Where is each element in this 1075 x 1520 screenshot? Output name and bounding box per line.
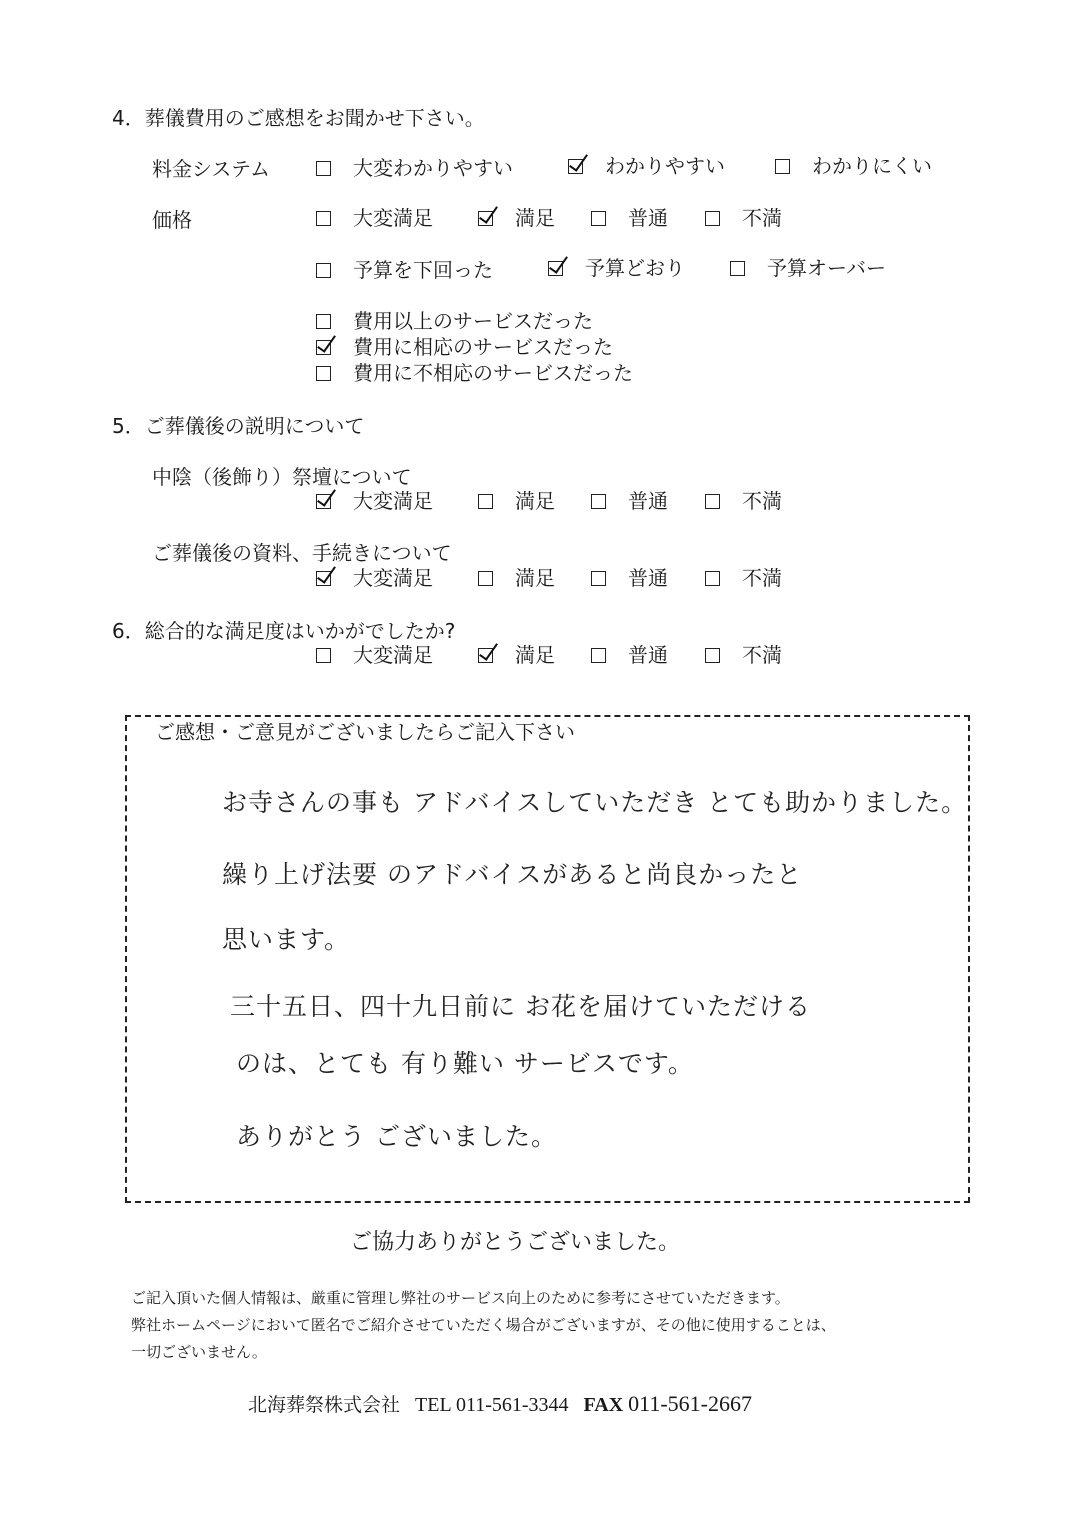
pricing-system-label: 料金システム [152, 157, 270, 181]
checkbox[interactable] [730, 261, 745, 276]
checkbox[interactable] [316, 366, 331, 381]
option-label: 不満 [742, 206, 782, 230]
option-service-above[interactable] [316, 309, 593, 333]
overall-option-very-satisfied[interactable] [316, 643, 433, 667]
option-label: 不満 [742, 566, 782, 590]
option-label: 大変わかりやすい [353, 156, 513, 180]
comment-line: お寺さんの事も アドバイスしていただき とても助かりました。 [222, 788, 968, 817]
option-label: 普通 [628, 489, 668, 513]
option-label: 普通 [628, 566, 668, 590]
comment-line: ありがとう ございました。 [236, 1122, 557, 1151]
thanks-message: ご協力ありがとうございました。 [350, 1230, 681, 1255]
q6-heading: 6．総合的な満足度はいかがでしたか? [112, 619, 456, 643]
checkbox[interactable] [316, 648, 331, 663]
option-label: わかりにくい [812, 154, 932, 178]
option-label: 予算どおり [585, 256, 685, 280]
option-label: 大変満足 [353, 206, 433, 230]
checkbox-checked[interactable] [316, 571, 331, 586]
comment-title: ご感想・ご意見がございましたらご記入下さい [155, 720, 575, 744]
tel-number: 011-561-3344 [455, 1394, 569, 1416]
checkbox-checked[interactable] [478, 211, 493, 226]
checkbox[interactable] [478, 571, 493, 586]
option-label: 満足 [515, 489, 555, 513]
option-satisfied[interactable] [478, 206, 555, 230]
checkbox[interactable] [591, 571, 606, 586]
option-clear[interactable] [568, 154, 725, 178]
checkbox[interactable] [705, 571, 720, 586]
option-label: 予算を下回った [353, 258, 493, 282]
documents-label: ご葬儀後の資料、手続きについて [152, 541, 452, 565]
checkbox-checked[interactable] [316, 494, 331, 509]
option-normal[interactable] [591, 206, 668, 230]
option-label: わかりやすい [605, 154, 725, 178]
option-very-clear[interactable] [316, 156, 513, 180]
q4-heading: 4．葬儀費用のご感想をお聞かせ下さい。 [112, 106, 485, 130]
option-very-satisfied[interactable] [316, 206, 433, 230]
checkbox[interactable] [316, 263, 331, 278]
privacy-note: 一切ございません。 [131, 1343, 267, 1361]
altar-label: 中陰（後飾り）祭壇について [152, 465, 412, 489]
checkbox[interactable] [591, 494, 606, 509]
company-name: 北海葬祭株式会社 [248, 1394, 401, 1416]
option-dissatisfied[interactable] [705, 206, 782, 230]
comment-line: 思います。 [222, 925, 351, 954]
option-label: 費用に不相応のサービスだった [353, 361, 633, 385]
comment-line: のは、とても 有り難い サービスです。 [236, 1049, 694, 1078]
option-label: 満足 [515, 566, 555, 590]
checkbox[interactable] [316, 314, 331, 329]
checkbox-checked[interactable] [316, 340, 331, 355]
checkbox[interactable] [591, 211, 606, 226]
altar-option-dissatisfied[interactable] [705, 489, 782, 513]
option-service-equal[interactable] [316, 335, 613, 359]
checkbox-checked[interactable] [548, 261, 563, 276]
option-label: 予算オーバー [767, 256, 886, 280]
option-label: 満足 [515, 206, 555, 230]
checkbox[interactable] [775, 159, 790, 174]
option-unclear[interactable] [775, 154, 932, 178]
docs-option-dissatisfied[interactable] [705, 566, 782, 590]
checkbox[interactable] [316, 211, 331, 226]
price-label: 価格 [152, 208, 192, 232]
altar-option-normal[interactable] [591, 489, 668, 513]
option-label: 大変満足 [353, 566, 433, 590]
checkbox[interactable] [705, 648, 720, 663]
option-label: 費用に相応のサービスだった [353, 335, 613, 359]
overall-option-dissatisfied[interactable] [705, 643, 782, 667]
q5-heading: 5．ご葬儀後の説明について [112, 414, 365, 438]
option-label: 費用以上のサービスだった [353, 309, 593, 333]
docs-option-normal[interactable] [591, 566, 668, 590]
option-over-budget[interactable] [730, 256, 886, 280]
option-service-below[interactable] [316, 361, 633, 385]
company-contact [248, 1390, 752, 1417]
checkbox[interactable] [705, 211, 720, 226]
docs-option-satisfied[interactable] [478, 566, 555, 590]
comment-line: 繰り上げ法要 のアドバイスがあると尚良かったと [222, 860, 803, 889]
option-label: 大変満足 [353, 643, 433, 667]
option-label: 普通 [628, 643, 668, 667]
altar-option-satisfied[interactable] [478, 489, 555, 513]
option-label: 大変満足 [353, 489, 433, 513]
overall-option-normal[interactable] [591, 643, 668, 667]
option-label: 不満 [742, 489, 782, 513]
option-under-budget[interactable] [316, 258, 493, 282]
overall-option-satisfied[interactable] [478, 643, 555, 667]
docs-option-very-satisfied[interactable] [316, 566, 433, 590]
fax-number: 011-561-2667 [628, 1391, 752, 1416]
tel-label: TEL [415, 1394, 451, 1416]
option-label: 満足 [515, 643, 555, 667]
comment-line: 三十五日、四十九日前に お花を届けていただける [230, 992, 811, 1021]
fax-label: FAX [583, 1394, 624, 1416]
option-on-budget[interactable] [548, 256, 685, 280]
checkbox[interactable] [478, 494, 493, 509]
option-label: 普通 [628, 206, 668, 230]
altar-option-very-satisfied[interactable] [316, 489, 433, 513]
privacy-note: 弊社ホームページにおいて匿名でご紹介させていただく場合がございますが、その他に使用することは、 [131, 1316, 836, 1334]
option-label: 不満 [742, 643, 782, 667]
privacy-note: ご記入頂いた個人情報は、厳重に管理し弊社のサービス向上のために参考にさせていただきます。 [131, 1289, 790, 1307]
checkbox[interactable] [591, 648, 606, 663]
checkbox[interactable] [705, 494, 720, 509]
checkbox-checked[interactable] [568, 159, 583, 174]
checkbox[interactable] [316, 161, 331, 176]
checkbox-checked[interactable] [478, 648, 493, 663]
